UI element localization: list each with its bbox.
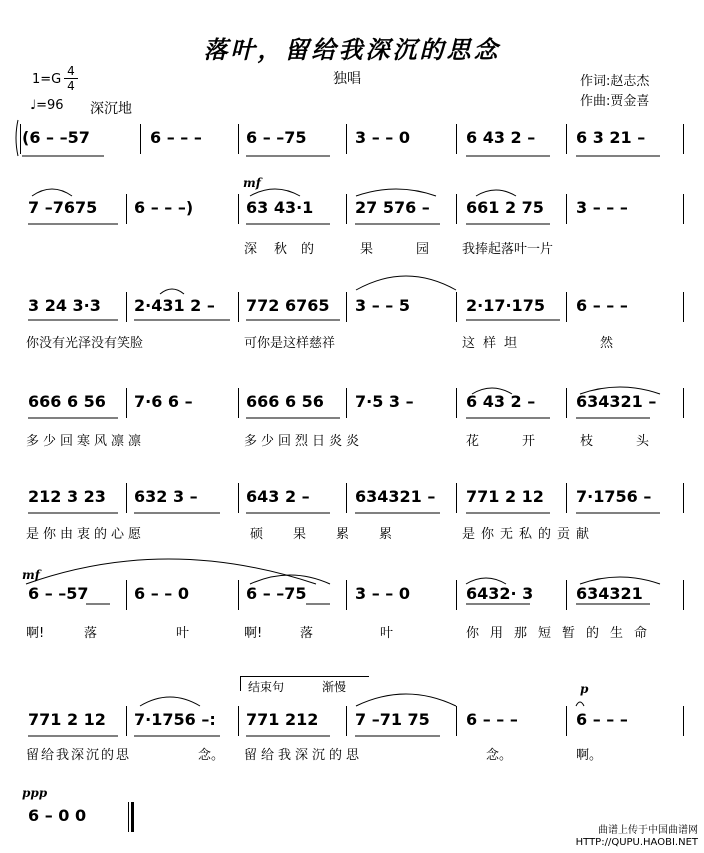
lyricist-credit: 作词:赵志杰: [580, 74, 650, 89]
measure: 6 – – 0: [134, 584, 189, 603]
slur: [160, 289, 184, 294]
final-barline: [131, 802, 134, 832]
tempo-value: =96: [36, 98, 64, 113]
fermata-icon: [576, 702, 584, 706]
source-watermark: [576, 825, 698, 849]
lyric: 硕果累累: [250, 527, 423, 542]
measure: 6 – –57: [28, 584, 89, 603]
measure: 3 – – 5: [355, 296, 410, 315]
measure: 2·431 2 –: [134, 296, 215, 315]
dynamic-marking: mf: [22, 568, 40, 582]
lyric: 可你是这样慈祥: [244, 336, 336, 351]
slur: [476, 190, 516, 196]
lyric: 头: [636, 434, 650, 449]
lyric: 你用那短暂的生命: [466, 626, 659, 641]
measure: 7·6 6 –: [134, 392, 193, 411]
measure: 6 – 0 0: [28, 806, 87, 825]
lyric: 叶: [176, 626, 190, 641]
lyric: 花: [466, 434, 480, 449]
measure: 6 – –75: [246, 584, 307, 603]
slur: [356, 694, 456, 706]
measure: 6 43 2 –: [466, 392, 536, 411]
lyric: 你没有光泽没有笑脸: [26, 336, 144, 351]
watermark-url: HTTP://QUPU.HAOBI.NET: [575, 837, 698, 848]
measure: 6 – – –: [576, 296, 628, 315]
dynamic-marking: p: [580, 682, 589, 696]
key-signature: 1=G: [32, 72, 62, 87]
lyric: 我捧起落叶一片: [462, 242, 554, 257]
expression-mark: 深沉地: [90, 101, 132, 117]
measure: 661 2 75: [466, 198, 544, 217]
measure: 7 –7675: [28, 198, 98, 217]
lyric: 落: [84, 626, 98, 641]
quarter-note-icon: ♩: [30, 98, 37, 113]
composer-credit: 作曲:贾金喜: [580, 94, 650, 109]
slur: [580, 577, 660, 584]
lyric: 叶: [380, 626, 394, 641]
measure: 771 2 12: [28, 710, 106, 729]
measure: 643 2 –: [246, 487, 310, 506]
measure: 666 6 56: [28, 392, 106, 411]
measure: 212 3 23: [28, 487, 106, 506]
measure: 6432· 3: [466, 584, 534, 603]
measure: 6 3 21 –: [576, 128, 646, 147]
measure: 63 43·1: [246, 198, 314, 217]
measure: 6 43 2 –: [466, 128, 536, 147]
measure: 3 – – 0: [355, 584, 410, 603]
lyric: 落: [300, 626, 314, 641]
measure: 6 – – –: [466, 710, 518, 729]
lyric: 秋的: [274, 242, 329, 257]
measure: (6 – –57: [22, 128, 90, 147]
lyric: 园: [416, 242, 430, 257]
ending-bracket-label: 结束句: [248, 680, 285, 694]
measure: 771 212: [246, 710, 319, 729]
lyric: 啊。: [576, 748, 603, 763]
measure: 634321 –: [576, 392, 657, 411]
lyric: 然: [600, 336, 614, 351]
measure: 632 3 –: [134, 487, 198, 506]
lyric: 开: [522, 434, 536, 449]
slur: [26, 559, 316, 584]
measure: 634321 –: [355, 487, 436, 506]
lyric: 果: [360, 242, 374, 257]
dynamic-marking: mf: [243, 176, 261, 190]
slur: [356, 189, 436, 196]
measure: 771 2 12: [466, 487, 544, 506]
lyric: 念。: [198, 748, 225, 763]
measure: 634321: [576, 584, 643, 603]
measure: 7·1756 –:: [134, 710, 216, 729]
measure: 27 576 –: [355, 198, 430, 217]
measure: 2·17·175: [466, 296, 545, 315]
slur: [356, 276, 456, 290]
lyric: 多少回烈日炎炎: [244, 434, 364, 449]
lyric: 留给我深沉的思: [26, 748, 132, 763]
slur: [250, 575, 330, 584]
time-signature-numerator: 4: [67, 64, 75, 78]
lyric: 念。: [486, 748, 513, 763]
score-title: 落叶，留给我深沉的思念: [203, 35, 501, 64]
measure: 7 –71 75: [355, 710, 430, 729]
measure: 3 – – –: [576, 198, 628, 217]
measure: 3 24 3·3: [28, 296, 101, 315]
measure: 7·1756 –: [576, 487, 652, 506]
measure: 6 – – –: [150, 128, 202, 147]
lyric: 多少回寒风凛凛: [26, 434, 146, 449]
dynamic-marking: ppp: [22, 786, 48, 800]
lyric: 枝: [580, 434, 594, 449]
measure: 7·5 3 –: [355, 392, 414, 411]
time-signature-denominator: 4: [64, 78, 78, 93]
lyric: 深: [244, 242, 258, 257]
lyric: 是你无私的贡献: [462, 527, 596, 542]
lyric: 是你由衷的心愿: [26, 527, 146, 542]
time-signature: [64, 64, 78, 93]
lyric: 啊!: [26, 626, 45, 641]
slur: [140, 697, 200, 706]
slur: [250, 189, 300, 196]
open-paren-icon: [16, 120, 18, 156]
measure: 6 – –75: [246, 128, 307, 147]
measure: 6 – – –: [576, 710, 628, 729]
ritardando-mark: 渐慢: [322, 680, 347, 694]
performance-form: 独唱: [333, 71, 361, 87]
lyric: 这样坦: [462, 336, 526, 351]
measure: 6 – – –): [134, 198, 194, 217]
measure: 772 6765: [246, 296, 330, 315]
lyric: 啊!: [244, 626, 263, 641]
measure: 666 6 56: [246, 392, 324, 411]
lyric: 留给我深沉的思: [244, 748, 364, 763]
slur: [32, 189, 72, 196]
measure: 3 – – 0: [355, 128, 410, 147]
watermark-line: 曲谱上传于中国曲谱网: [598, 825, 698, 836]
tempo-mark: [30, 98, 64, 113]
